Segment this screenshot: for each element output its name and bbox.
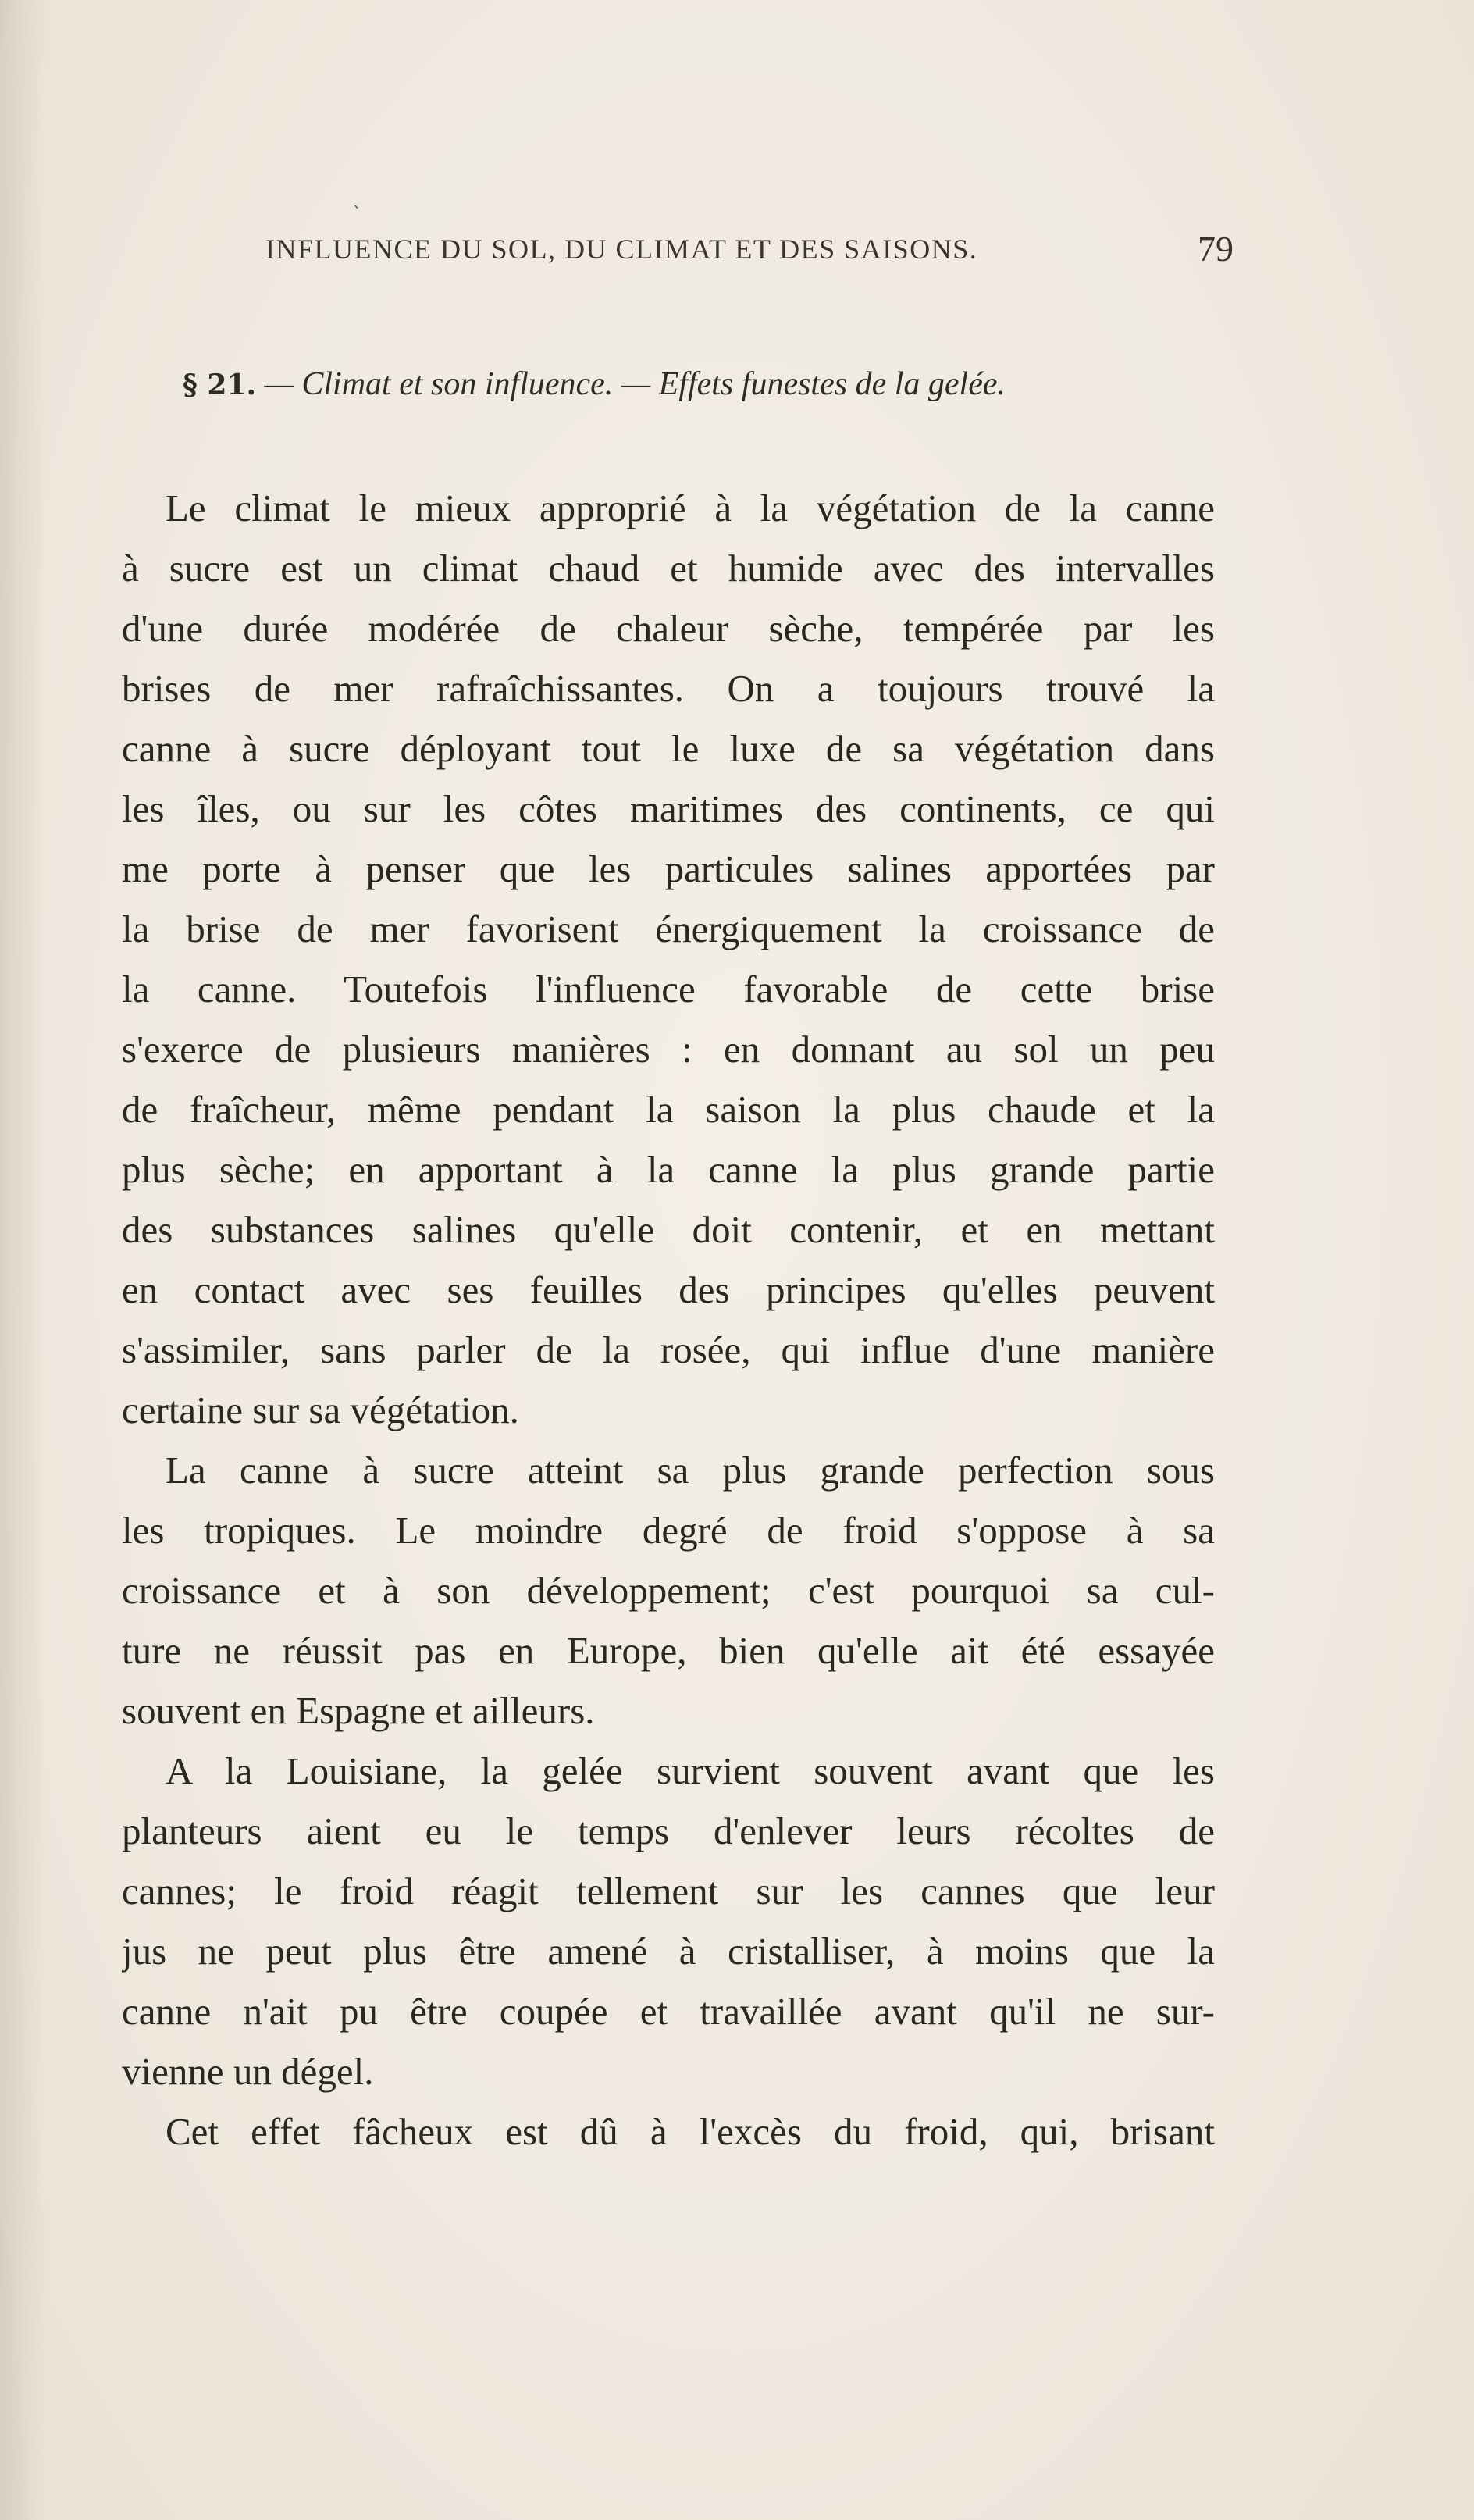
text-line: les tropiques. Le moindre degré de froid s'oppose à sa — [122, 1509, 1215, 1552]
text-line: certaine sur sa végétation. — [122, 1388, 519, 1431]
text-line: La canne à sucre atteint sa plus grande perfection sous — [166, 1449, 1215, 1492]
text-line: la brise de mer favorisent énergiquement la croissance de — [122, 907, 1215, 950]
text-line: vienne un dégel. — [122, 2050, 374, 2093]
text-line: s'exerce de plusieurs manières : en donnant au sol un peu — [122, 1028, 1215, 1071]
text-line: A la Louisiane, la gelée survient souvent avant que les — [166, 1749, 1215, 1792]
running-title: INFLUENCE DU SOL, DU CLIMAT ET DES SAISONS. — [265, 233, 978, 265]
text-line: Cet effet fâcheux est dû à l'excès du froid, qui, brisant — [166, 2110, 1215, 2153]
text-line: les îles, ou sur les côtes maritimes des continents, ce qui — [122, 787, 1215, 830]
stray-mark: ˋ — [353, 205, 361, 224]
text-line: canne n'ait pu être coupée et travaillée avant qu'il ne sur- — [122, 1990, 1215, 2033]
section-title: — Climat et son influence. — Effets funestes de la gelée. — [264, 366, 1006, 402]
section-heading — [183, 365, 1006, 403]
text-line: planteurs aient eu le temps d'enlever leurs récoltes de — [122, 1809, 1215, 1852]
text-line: croissance et à son développement; c'est pourquoi sa cul- — [122, 1569, 1215, 1612]
text-line: ture ne réussit pas en Europe, bien qu'elle ait été essayée — [122, 1629, 1215, 1672]
text-line: d'une durée modérée de chaleur sèche, tempérée par les — [122, 607, 1215, 650]
text-line: jus ne peut plus être amené à cristalliser, à moins que la — [122, 1930, 1215, 1973]
text-line: la canne. Toutefois l'influence favorable de cette brise — [122, 968, 1215, 1010]
section-number: § 21. — [183, 369, 256, 401]
spine-shadow — [0, 0, 47, 2520]
text-line: plus sèche; en apportant à la canne la plus grande partie — [122, 1148, 1215, 1191]
text-line: des substances salines qu'elle doit contenir, et en mettant — [122, 1208, 1215, 1251]
text-line: Le climat le mieux approprié à la végétation de la canne — [166, 487, 1215, 529]
text-line: souvent en Espagne et ailleurs. — [122, 1689, 595, 1732]
text-line: à sucre est un climat chaud et humide avec des intervalles — [122, 547, 1215, 590]
text-line: canne à sucre déployant tout le luxe de sa végétation dans — [122, 727, 1215, 770]
text-line: cannes; le froid réagit tellement sur les cannes que leur — [122, 1870, 1215, 1912]
body-text — [122, 478, 1215, 2162]
text-line: de fraîcheur, même pendant la saison la plus chaude et la — [122, 1088, 1215, 1131]
running-header — [265, 229, 1234, 272]
text-line: en contact avec ses feuilles des principes qu'elles peuvent — [122, 1268, 1215, 1311]
page-number: 79 — [1198, 229, 1234, 269]
text-line: s'assimiler, sans parler de la rosée, qui influe d'une manière — [122, 1328, 1215, 1371]
text-line: brises de mer rafraîchissantes. On a toujours trouvé la — [122, 667, 1215, 710]
text-line: me porte à penser que les particules salines apportées par — [122, 847, 1215, 890]
